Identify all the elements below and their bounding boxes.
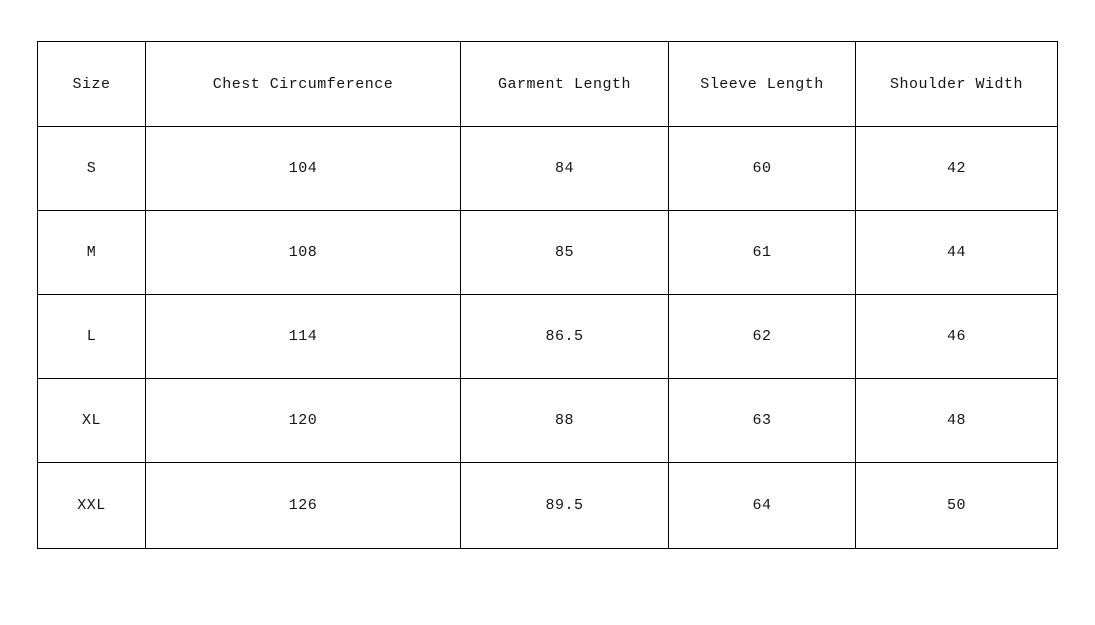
cell-shoulder-width: 50	[856, 463, 1058, 549]
cell-chest-circumference: 108	[146, 211, 461, 295]
cell-shoulder-width: 44	[856, 211, 1058, 295]
cell-chest-circumference: 114	[146, 295, 461, 379]
cell-sleeve-length: 64	[669, 463, 856, 549]
column-header-size: Size	[38, 42, 146, 127]
table-row-xl	[38, 379, 1058, 463]
table-header	[38, 42, 1058, 127]
cell-sleeve-length: 63	[669, 379, 856, 463]
column-header-sleeve-length: Sleeve Length	[669, 42, 856, 127]
cell-chest-circumference: 126	[146, 463, 461, 549]
table-row-m	[38, 211, 1058, 295]
column-header-chest-circumference: Chest Circumference	[146, 42, 461, 127]
cell-size: S	[38, 127, 146, 211]
cell-garment-length: 84	[461, 127, 669, 211]
size-chart-table	[37, 41, 1058, 549]
cell-size: XXL	[38, 463, 146, 549]
cell-size: M	[38, 211, 146, 295]
table-row-s	[38, 127, 1058, 211]
cell-shoulder-width: 48	[856, 379, 1058, 463]
cell-chest-circumference: 104	[146, 127, 461, 211]
table-row-l	[38, 295, 1058, 379]
cell-size: L	[38, 295, 146, 379]
cell-shoulder-width: 46	[856, 295, 1058, 379]
column-header-shoulder-width: Shoulder Width	[856, 42, 1058, 127]
cell-shoulder-width: 42	[856, 127, 1058, 211]
cell-garment-length: 85	[461, 211, 669, 295]
cell-size: XL	[38, 379, 146, 463]
cell-sleeve-length: 60	[669, 127, 856, 211]
cell-sleeve-length: 61	[669, 211, 856, 295]
cell-garment-length: 89.5	[461, 463, 669, 549]
table-row-xxl	[38, 463, 1058, 549]
column-header-garment-length: Garment Length	[461, 42, 669, 127]
cell-sleeve-length: 62	[669, 295, 856, 379]
cell-chest-circumference: 120	[146, 379, 461, 463]
cell-garment-length: 86.5	[461, 295, 669, 379]
header-row	[38, 42, 1058, 127]
table-body	[38, 127, 1058, 549]
cell-garment-length: 88	[461, 379, 669, 463]
